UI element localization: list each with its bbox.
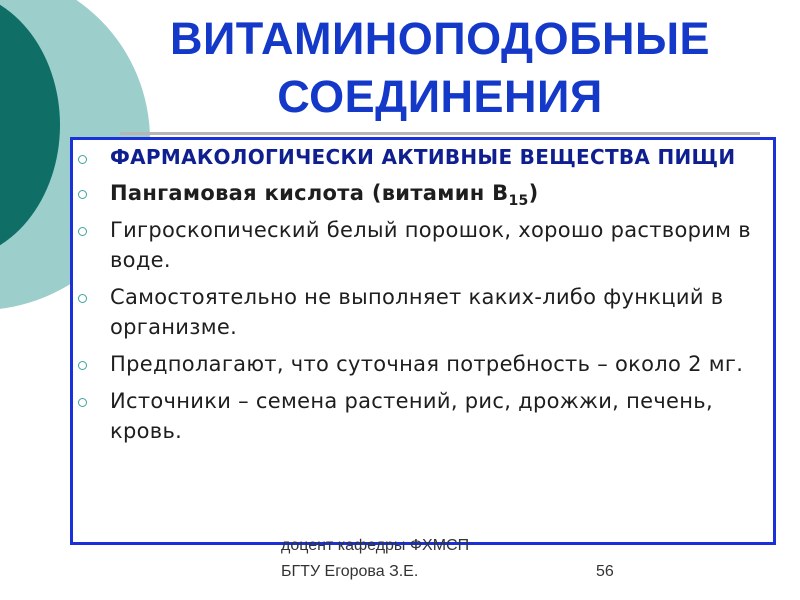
footer-author (281, 533, 541, 585)
bullet-text: Самостоятельно не выполняет каких-либо функций в организме. (110, 285, 724, 339)
bullet-suffix: ) (528, 181, 539, 205)
bullet-marker-icon (78, 294, 87, 303)
title-divider (120, 132, 760, 135)
bullet-item (74, 143, 764, 171)
footer-author-line-2: БГТУ Егорова З.Е. (281, 563, 419, 580)
slide-title-line-2: СОЕДИНЕНИЯ (277, 71, 603, 122)
bullet-text: Пангамовая кислота (витамин B (110, 181, 509, 205)
page-number: 56 (596, 563, 614, 580)
bullet-marker-icon (78, 361, 87, 370)
slide-title (110, 10, 770, 126)
bullet-marker-icon (78, 190, 87, 199)
bullet-marker-icon (78, 398, 87, 407)
bullet-text: ФАРМАКОЛОГИЧЕСКИ АКТИВНЫЕ ВЕЩЕСТВА ПИЩИ (110, 145, 736, 169)
bullet-item (74, 349, 764, 379)
bullet-text: Гигроскопический белый порошок, хорошо растворим в воде. (110, 218, 751, 272)
bullet-subscript: 15 (508, 193, 529, 209)
bullet-text: Источники – семена растений, рис, дрожжи, печень, кровь. (110, 389, 713, 443)
bullet-marker-icon (78, 155, 87, 164)
bullet-text: Предполагают, что суточная потребность – около 2 мг. (110, 352, 744, 376)
footer-author-line-1: доцент кафедры ФХМСП (281, 537, 470, 554)
bullet-item (74, 215, 764, 275)
bullet-list (74, 143, 764, 453)
slide-title-line-1: ВИТАМИНОПОДОБНЫЕ (169, 13, 711, 64)
bullet-item (74, 282, 764, 342)
bullet-item (74, 386, 764, 446)
bullet-marker-icon (78, 227, 87, 236)
bullet-item (74, 178, 764, 208)
